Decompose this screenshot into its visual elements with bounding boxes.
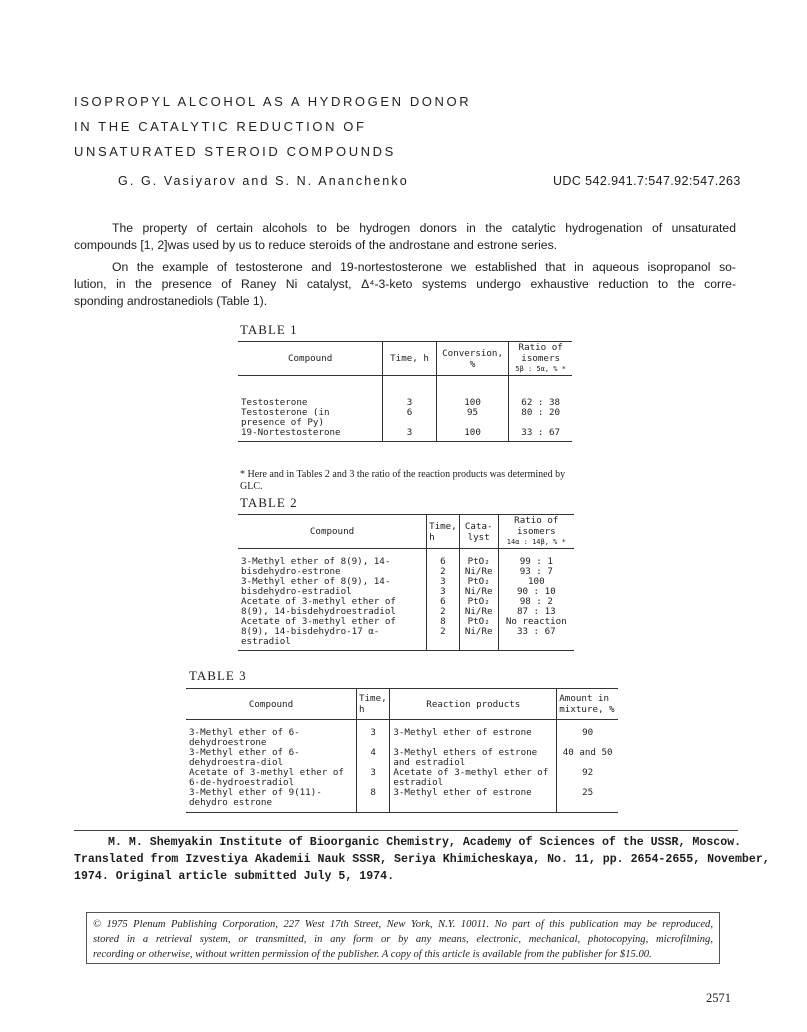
table-cell-compound: Acetate of 3-methyl ether of 8(9), 14-bisdehydro-17 α-estradiol [238,617,427,651]
catalyst-value: PtO₂ [467,575,490,587]
paragraph-1-line: compounds [1, 2]was used by us to reduce steroids of the androstane and estrone series. [74,238,558,252]
table-3 [186,688,618,813]
table-1-header-compound: Compound [238,342,383,376]
table-row [238,398,572,408]
ratio-value: 98 : 2 [519,595,553,607]
table-cell-catalyst [459,597,498,617]
table-2-header-catalyst: Cata-lyst [459,515,498,549]
table-row [238,408,572,428]
table-row [186,768,618,788]
time-value: 2 [440,565,446,577]
table-1-header-time: Time, h [383,342,437,376]
table-cell-products: 3-Methyl ethers of estrone and estradiol [390,748,557,768]
table-1-caption: TABLE 1 [240,322,298,337]
table-2 [238,514,574,651]
table-cell-catalyst [459,557,498,577]
table-cell-amount: 92 [557,768,618,788]
article-title-line-1: ISOPROPYL ALCOHOL AS A HYDROGEN DONOR [74,94,472,109]
ratio-value: 33 : 67 [516,625,556,637]
table-2-header-time: Time, h [427,515,460,549]
table-cell-ratio [498,597,574,617]
time-value: 3 [440,585,446,597]
time-value: 8 [440,615,446,627]
authors: G. G. Vasiyarov and S. N. Ananchenko [118,174,409,188]
table-cell-time: 3 [356,728,389,748]
catalyst-value: Ni/Re [464,565,493,577]
section-divider [74,830,738,831]
copyright-line: stored in a retrieval system, or transmitted, in any form or by any means, electronic, mechanical, photocopying, microfilming, [93,934,713,945]
ratio-value: 90 : 10 [516,585,556,597]
table-1-header-ratio-label: Ratio of isomers [518,342,563,364]
table-cell-ratio [498,617,574,651]
table-row [238,557,574,577]
copyright-line: © 1975 Plenum Publishing Corporation, 227 West 17th Street, New York, N.Y. 10011. No part of this publication may be reproduced, [93,919,713,930]
table-cell-products: 3-Methyl ether of estrone [390,788,557,813]
table-cell-compound: Acetate of 3-methyl ether of 8(9), 14-bisdehydroestradiol [241,595,396,617]
table-1-footnote: * Here and in Tables 2 and 3 the ratio of the reaction products was determined by GLC. [240,469,566,492]
catalyst-value: Ni/Re [464,625,493,637]
ratio-value: 93 : 7 [519,565,553,577]
table-cell-conversion: 95 [436,408,509,428]
table-row [186,788,618,813]
table-cell-compound: Testosterone [241,396,308,408]
table-cell-ratio [498,557,574,577]
table-cell-time [427,617,460,651]
table-3-header-time: Time, h [356,689,389,720]
paragraph-2-line: lution, in the presence of Raney Ni catalyst, Δ⁴-3-keto systems undergo exhaustive reduction to the corre- [74,277,736,291]
table-1-header-ratio-sub: 5β : 5α, % * [515,365,566,373]
ratio-value: No reaction [505,615,567,627]
udc-code: UDC 542.941.7:547.92:547.263 [553,174,741,188]
table-row [186,728,618,748]
catalyst-value: Ni/Re [464,585,493,597]
page-number: 2571 [706,991,731,1005]
paragraph-1-line: The property of certain alcohols to be hydrogen donors in the catalytic hydrogenation of unsaturated [112,221,736,235]
catalyst-value: PtO₂ [467,595,490,607]
table-cell-time: 4 [356,748,389,768]
time-value: 3 [440,575,446,587]
table-row [238,597,574,617]
table-cell-ratio: 80 : 20 [509,408,572,428]
table-2-header-ratio-sub: 14α : 14β, % * [506,538,566,546]
table-cell-compound: 3-Methyl ether of 8(9), 14-bisdehydro-estrone [241,555,391,577]
ratio-value: 99 : 1 [519,555,553,567]
table-cell-ratio: 62 : 38 [509,398,572,408]
table-row [238,428,572,442]
table-cell-compound: Testosterone (in presence of Py) [241,406,330,428]
table-cell-products: 3-Methyl ether of estrone [390,728,557,748]
table-cell-products: Acetate of 3-methyl ether of estradiol [390,768,557,788]
table-cell-time [427,597,460,617]
table-cell-time [427,577,460,597]
table-2-header-compound: Compound [238,515,427,549]
table-row [238,617,574,651]
table-cell-conversion: 100 [436,398,509,408]
table-1-header-ratio [509,342,572,376]
table-cell-time: 3 [383,398,437,408]
table-cell-amount: 40 and 50 [557,748,618,768]
catalyst-value: PtO₂ [467,615,490,627]
table-cell-compound: 19-Nortestosterone [238,428,383,442]
article-title-line-3: UNSATURATED STEROID COMPOUNDS [74,144,396,159]
ratio-value: 87 : 13 [516,605,556,617]
table-cell-compound: 3-Methyl ether of 6-dehydroestrone [189,726,300,748]
table-1-header-conversion: Conversion, % [436,342,509,376]
table-3-header-products: Reaction products [390,689,557,720]
time-value: 6 [440,555,446,567]
table-cell-time: 3 [383,428,437,442]
table-row [186,748,618,768]
table-cell-catalyst [459,577,498,597]
affiliation-note [74,834,770,885]
table-cell-time: 6 [383,408,437,428]
time-value: 2 [440,625,446,637]
table-cell-amount: 90 [557,728,618,748]
paragraph-2 [74,259,736,310]
table-cell-compound: Acetate of 3-methyl ether of 6-de-hydroestradiol [189,766,344,788]
table-cell-catalyst [459,617,498,651]
table-1 [238,341,572,442]
table-cell-ratio [498,577,574,597]
table-cell-time: 3 [356,768,389,788]
copyright-notice [86,912,720,964]
table-cell-time: 8 [356,788,389,813]
table-3-header-amount: Amount in mixture, % [557,689,618,720]
table-cell-amount: 25 [557,788,618,813]
table-2-header-ratio-label: Ratio of isomers [514,515,559,537]
table-3-header-compound: Compound [186,689,356,720]
table-cell-time [427,557,460,577]
paragraph-2-line: On the example of testosterone and 19-nortestosterone we established that in aqueous isopropanol so- [112,260,736,274]
table-cell-compound: 3-Methyl ether of 6-dehydroestra-diol [189,746,300,768]
table-2-caption: TABLE 2 [240,495,298,510]
table-cell-compound: 3-Methyl ether of 9(11)-dehydro estrone [186,788,356,813]
paragraph-2-line: sponding androstanediols (Table 1). [74,294,268,308]
catalyst-value: PtO₂ [467,555,490,567]
table-2-header-ratio [498,515,574,549]
copyright-line: recording or otherwise, without written permission of the publisher. A copy of this article is available from the publisher for $15.00. [93,949,652,960]
paragraph-1 [74,220,736,254]
table-cell-compound: 3-Methyl ether of 8(9), 14-bisdehydro-estradiol [241,575,391,597]
affiliation-line: 1974. Original article submitted July 5, 1974. [74,870,395,883]
affiliation-line: Translated from Izvestiya Akademii Nauk SSSR, Seriya Khimicheskaya, No. 11, pp. 2654-2655, November, [74,853,770,866]
table-cell-ratio: 33 : 67 [509,428,572,442]
time-value: 6 [440,595,446,607]
affiliation-line: M. M. Shemyakin Institute of Bioorganic Chemistry, Academy of Sciences of the USSR, Moscow. [108,836,742,849]
table-3-caption: TABLE 3 [189,668,247,683]
time-value: 2 [440,605,446,617]
ratio-value: 100 [528,575,545,587]
article-title-line-2: IN THE CATALYTIC REDUCTION OF [74,119,367,134]
table-cell-conversion: 100 [436,428,509,442]
table-row [238,577,574,597]
catalyst-value: Ni/Re [464,605,493,617]
